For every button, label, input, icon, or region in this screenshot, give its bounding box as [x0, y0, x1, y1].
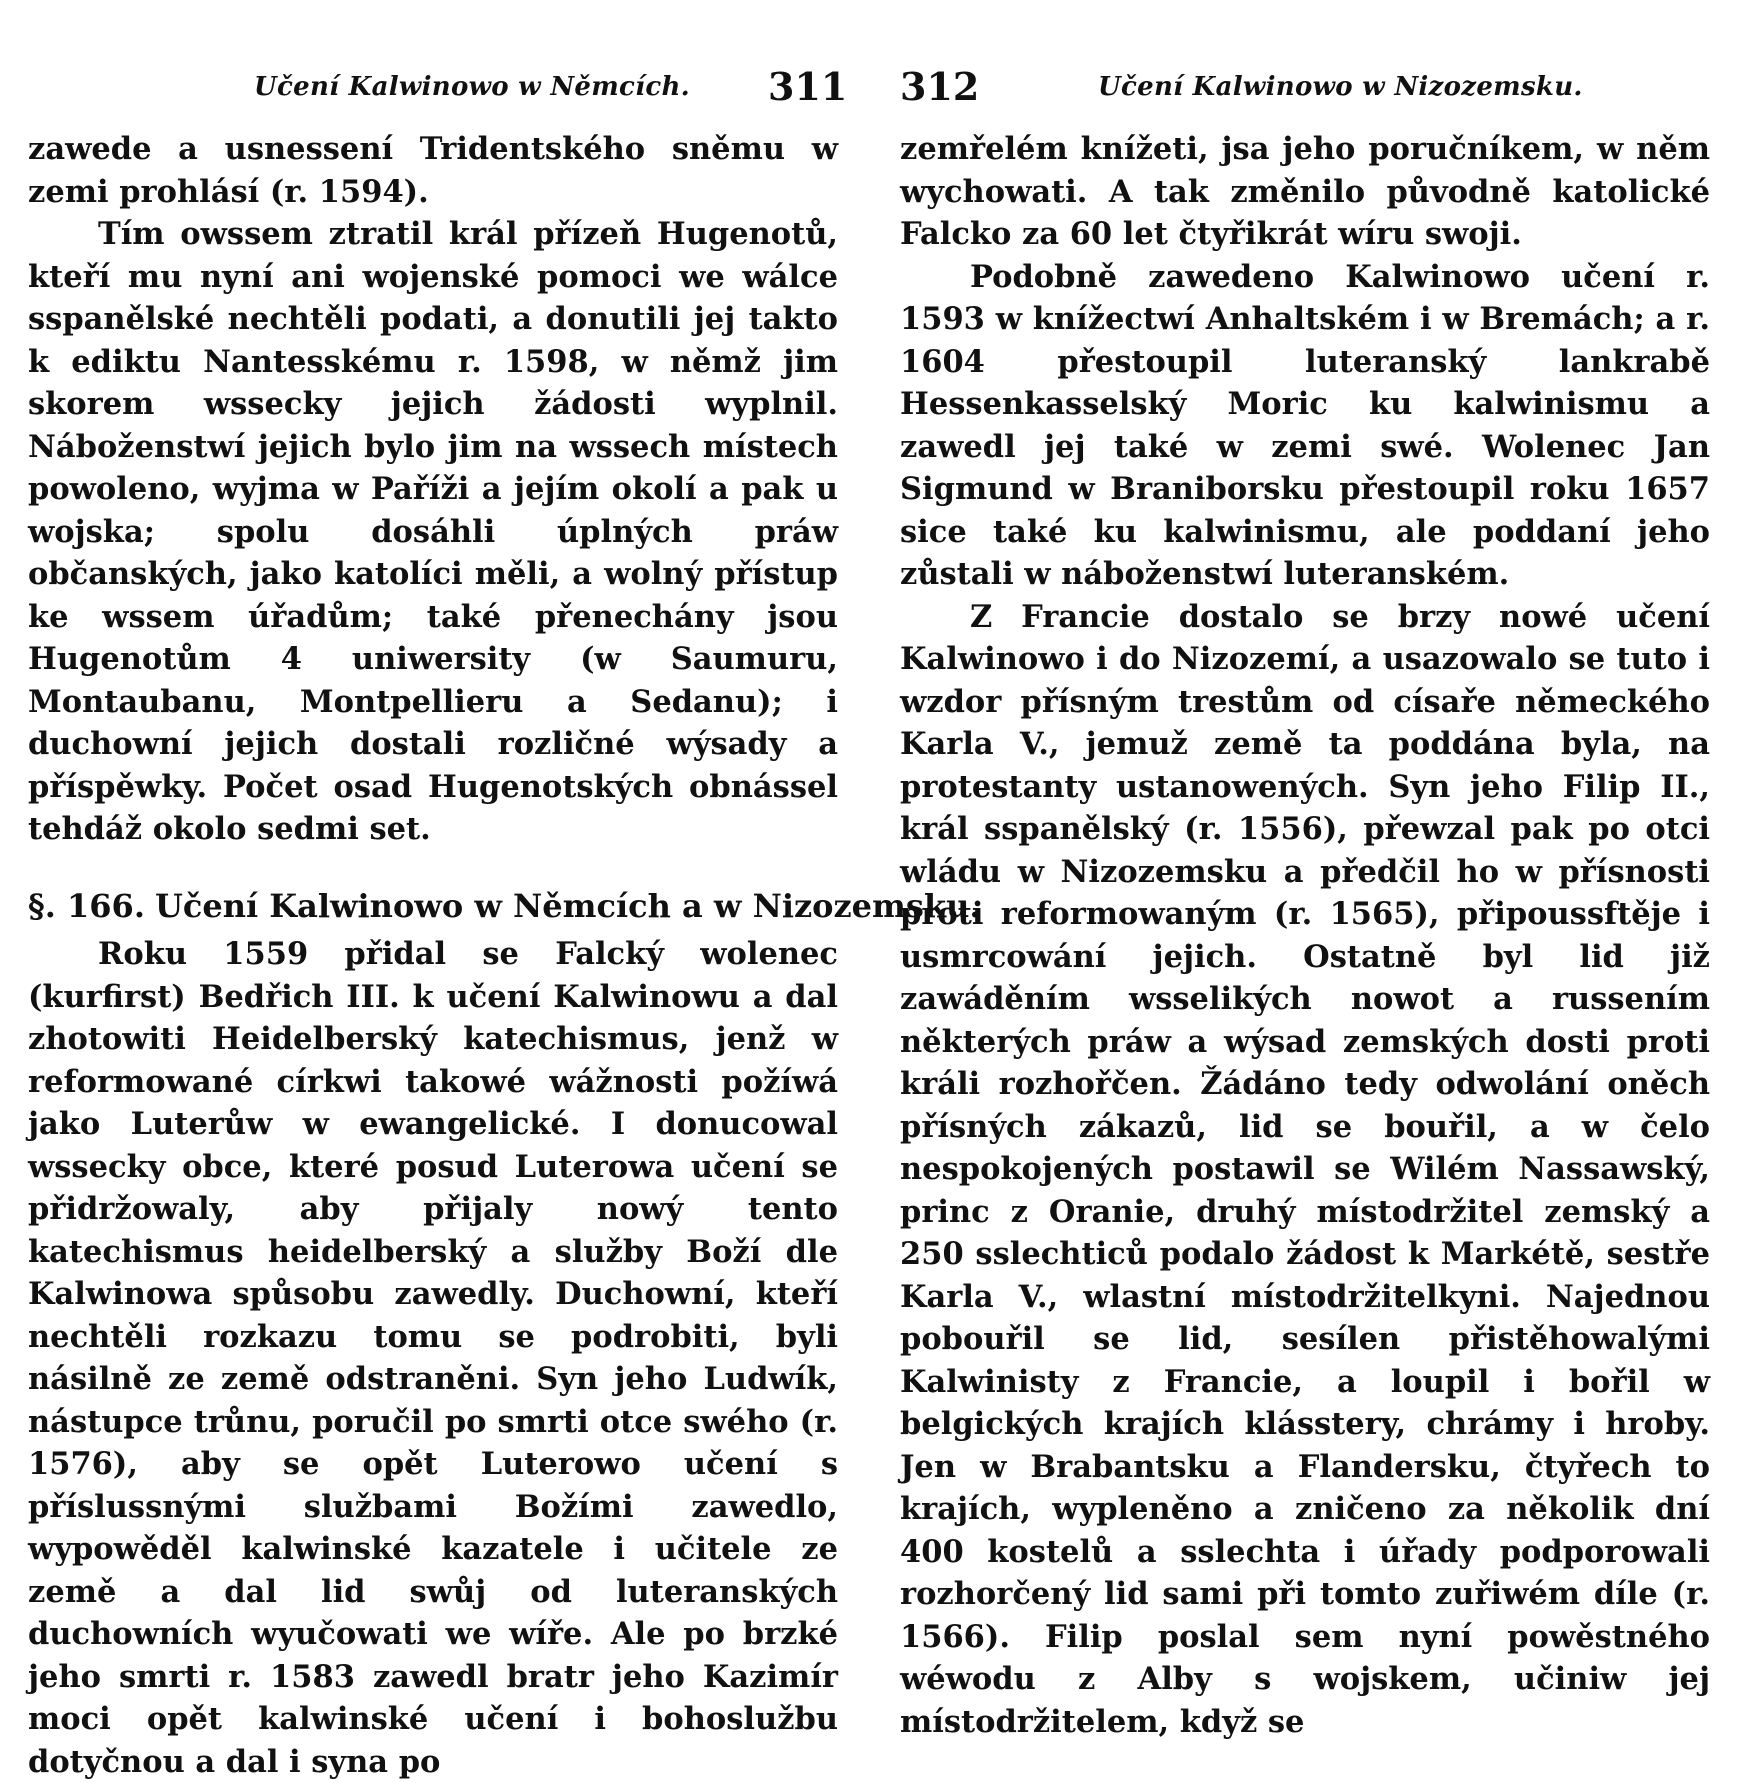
left-running-head-title: Učení Kalwinowo w Němcích. [254, 72, 691, 102]
right-paragraph-2: Podobně zawedeno Kalwinowo učení r. 1593 w knížectwí Anhaltském i w Bremách; a r. 1604 přestoupil luteranský lankrabě Hessenkasselský Moric ku kalwinismu a zawedl jej také w zemi swé. Wolenec Jan Sigmund w Braniborsku přestoupil roku 1657 sice také ku kalwinismu, ale poddaní jeho zůstali w náboženstwí luteranském. [900, 258, 1710, 592]
left-paragraph-2: Tím owssem ztratil král přízeň Hugenotů, kteří mu nyní ani wojenské pomoci we wálce sspanělské nechtěli podati, a donutili jej takto k ediktu Nantesskému r. 1598, w němž jim skorem wssecky jejich žádosti wyplnil. Náboženstwí jejich bylo jim na wssech místech powoleno, wyjma w Paříži a jejím okolí a pak u wojska; spolu dosáhli úplných práw občanských, jako katolíci měli, a wolný přístup ke wssem úřadům; také přenechány jsou Hugenotům 4 uniwersity (w Saumuru, Montaubanu, Montpellieru a Sedanu); i duchowní jejich dostali rozličné wýsady a příspěwky. Počet osad Hugenotských obnássel tehdáž okolo sedmi set. [28, 216, 838, 847]
section-heading [28, 885, 981, 928]
left-running-head [28, 60, 848, 118]
right-running-head-title: Učení Kalwinowo w Nizozemsku. [1098, 72, 1583, 102]
left-page-number: 311 [768, 64, 848, 109]
section-number: §. 166. [28, 886, 145, 925]
left-section-paragraph-1: Roku 1559 přidal se Falcký wolenec (kurfirst) Bedřich III. k učení Kalwinowu a dal zhotowiti Heidelberský katechismus, jenž w reformowané církwi takowé wážnosti požíwá jako Luterůw w ewangelické. I donucowal wssecky obce, které posud Luterowa učení se přidržowaly, aby přijaly nowý tento katechismus heidelberský a služby Boží dle Kalwinowa spůsobu zawedly. Duchowní, kteří nechtěli rozkazu tomu se podrobiti, byli násilně ze země odstraněni. Syn jeho Ludwík, nástupce trůnu, poručil po smrti otce swého (r. 1576), aby se opět Luterowo učení s příslussnými službami Božími zawedlo, wypowěděl kalwinské kazatele i učitele ze země a dal lid swůj od luteranských duchowních wyučowati we wíře. Ale po brzké jeho smrti r. 1583 zawedl bratr jeho Kazimír moci opět kalwinské učení i bohoslužbu dotyčnou a dal i syna po [28, 936, 838, 1780]
right-paragraph-3: Z Francie dostalo se brzy nowé učení Kalwinowo i do Nizozemí, a usazowalo se tuto i wzdor přísným trestům od císaře německého Karla V., jemuž země ta poddána byla, na protestanty ustanowených. Syn jeho Filip II., král sspanělský (r. 1556), přewzal pak po otci wládu w Nizozemsku a předčil ho w přísnosti proti reformowaným (r. 1565), připoussftěje i usmrcowání jejich. Ostatně byl lid již zawáděním wsselikých nowot a russením některých práw a wýsad zemských dosti proti králi rozhořčen. Žádáno tedy odwolání oněch přísných zákazů, lid se bouřil, a w čelo nespokojených postawil se Wilém Nassawský, princ z Oranie, druhý místodržitel zemský a 250 sslechticů podalo žádost k Markétě, sestře Karla V., wlastní místodržitelkyni. Najednou pobouřil se lid, sesílen přistěhowalými Kalwinisty z Francie, a loupil i bořil w belgických krajích klásstery, chrámy i hroby. Jen w Brabantsku a Flandersku, čtyřech to krajích, wypleněno a zničeno za několik dní 400 kostelů a sslechta i úřady podporowali rozhorčený lid sami při tomto zuřiwém díle (r. 1566). Filip poslal sem nyní powěstného wéwodu z Alby s wojskem, učiniw jej místodržitelem, když se [900, 598, 1710, 1740]
left-paragraph-1: zawede a usnessení Tridentského sněmu w zemi prohlásí (r. 1594). [28, 131, 838, 210]
right-body-text [900, 128, 1710, 1743]
right-page [900, 60, 1710, 1740]
left-body-text [28, 128, 981, 1783]
right-page-number: 312 [900, 64, 980, 109]
section-title: Učení Kalwinowo w Němcích a w Nizozemsku. [154, 886, 981, 925]
right-running-head [900, 60, 1710, 118]
right-paragraph-1: zemřelém knížeti, jsa jeho poručníkem, w něm wychowati. A tak změnilo původně katolické Falcko za 60 let čtyřikrát wíru swoji. [900, 131, 1710, 252]
